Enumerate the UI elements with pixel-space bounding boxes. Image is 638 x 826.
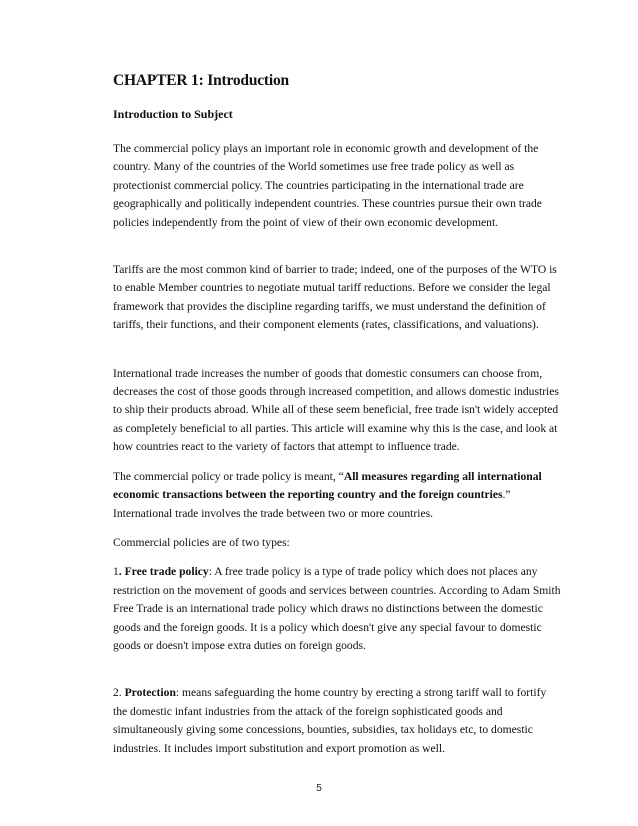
free-trade-number: 1	[113, 565, 119, 579]
free-trade-heading: . Free trade policy	[118, 565, 209, 579]
definition-tail: .” International trade involves the trade between two or more countries.	[113, 488, 511, 520]
definition-lead: The commercial policy or trade policy is meant, “	[113, 469, 344, 483]
document-page	[113, 72, 563, 758]
protection-number: 2.	[113, 686, 125, 700]
definition-quote: All measures regarding all international economic transactions between the reporting country and the foreign countries	[113, 469, 542, 502]
paragraph-commercial-policy: The commercial policy plays an important role in economic growth and development of the country. Many of the countries of the World sometimes use free trade policy as well as protectionist commercial policy. The countries participating in the international trade are geographically and politically independent countries. These countries pursue their own trade policies independently from the point of view of their own economic development.	[113, 142, 542, 229]
free-trade-text: : A free trade policy is a type of trade policy which does not places any restriction on the movement of goods and services between countries. According to Adam Smith Free Trade is an international trade policy which draws no distinctions between the domestic goods and the foreign goods. It is a policy which doesn't give any special favour to domestic goods or doesn't impose extra duties on foreign goods.	[113, 565, 561, 652]
paragraph-tariffs: Tariffs are the most common kind of barrier to trade; indeed, one of the purposes of the WTO is to enable Member countries to negotiate mutual tariff reductions. Before we consider the legal framework that provides the discipline regarding tariffs, we must understand the definition of tariffs, their functions, and their component elements (rates, classifications, and valuations).	[113, 263, 557, 332]
protection-text: : means safeguarding the home country by erecting a strong tariff wall to fortify the domestic infant industries from the attack of the foreign sophisticated goods and simultaneously giving some concessions, bounties, subsidies, tax holidays etc, to domestic industries. It includes import substitution and export promotion as well.	[113, 686, 547, 755]
page-number: 5	[316, 783, 322, 794]
paragraph-definition	[113, 468, 563, 523]
chapter-title: CHAPTER 1: Introduction	[113, 72, 289, 89]
paragraph-international-trade: International trade increases the number of goods that domestic consumers can choose from, decreases the cost of those goods through increased competition, and allows domestic industries to ship their products abroad. While all of these seem beneficial, free trade isn't widely accepted as completely beneficial to all parties. This article will examine why this is the case, and look at how countries react to the variety of factors that attempt to influence trade.	[113, 366, 559, 454]
paragraph-protection	[113, 684, 563, 758]
paragraph-free-trade	[113, 563, 563, 655]
protection-heading: Protection	[124, 686, 176, 700]
section-subtitle: Introduction to Subject	[113, 107, 233, 121]
paragraph-types-intro: Commercial policies are of two types:	[113, 535, 290, 549]
